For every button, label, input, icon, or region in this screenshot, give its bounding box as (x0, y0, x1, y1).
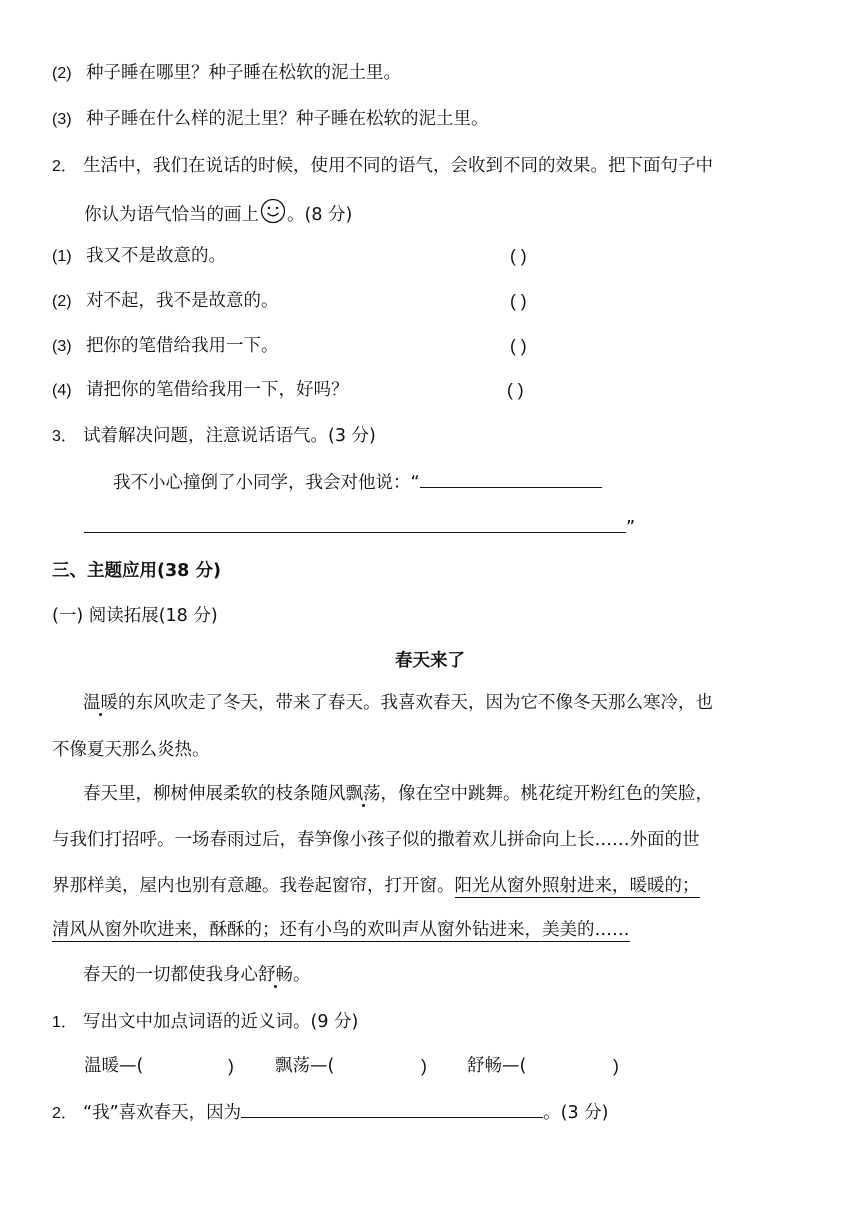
passage-p2-line1 (83, 780, 713, 808)
passage-text: 春天的一切都使我身心 (83, 965, 258, 985)
answer-paren[interactable]: ( ) (510, 336, 527, 356)
passage-p1-line2: 不像夏天那么炎热。 (52, 740, 210, 760)
question-3-line2 (84, 512, 635, 542)
passage-text: ，像在空中跳舞。桃花绽开粉红色的笑脸， (380, 784, 713, 804)
exercise-number: 1． (52, 1014, 77, 1031)
synonym-item-3 (467, 1052, 526, 1080)
option-text: 把你的笔借给我用一下。 (86, 336, 279, 356)
passage-p2-line4 (52, 916, 630, 944)
passage-text: 。 (293, 965, 311, 985)
dotted-word: 飘荡 (345, 784, 381, 804)
sub-item-number: (2) (52, 65, 72, 82)
answer-paren[interactable]: ( ) (507, 380, 524, 400)
sub-item-2 (52, 59, 401, 88)
synonym-word: 温暖—( (84, 1056, 144, 1076)
question-text: 生活中，我们在说话的时候，使用不同的语气，会收到不同的效果。把下面句子中 (83, 156, 713, 176)
underlined-sentence: 清风从窗外吹进来，酥酥的；还有小鸟的欢叫声从窗外钻进来，美美的…… (52, 920, 630, 940)
synonym-word: 舒畅—( (467, 1056, 527, 1076)
synonym-item-1 (84, 1052, 143, 1080)
option-row-1 (52, 242, 226, 271)
passage-text: 界那样美，屋内也别有意趣。我卷起窗帘，打开窗。 (52, 876, 455, 896)
exercise-text: “我”喜欢春天，因为 (83, 1103, 242, 1123)
option-text: 对不起，我不是故意的。 (86, 291, 279, 311)
option-number: (4) (52, 382, 72, 399)
question-number: 3． (52, 428, 77, 445)
synonym-word: 飘荡—( (275, 1056, 335, 1076)
option-row-2 (52, 287, 279, 316)
option-row-4 (52, 376, 349, 405)
exercise-number: 2． (52, 1105, 77, 1122)
passage-title: 春天来了 (395, 651, 465, 671)
question-2-line2 (84, 198, 352, 233)
sub-item-number: (3) (52, 111, 72, 128)
exercise-score: 。(3 分) (543, 1103, 609, 1123)
question-3 (52, 422, 376, 451)
close-quote: ” (626, 518, 636, 538)
answer-paren[interactable]: ( ) (510, 246, 527, 266)
answer-paren[interactable]: ( ) (510, 291, 527, 311)
subsection-heading: (一) 阅读拓展(18 分) (52, 606, 218, 626)
sub-item-text: 种子睡在什么样的泥土里？种子睡在松软的泥土里。 (86, 109, 489, 129)
exercise-2 (52, 1097, 609, 1128)
question-text: 试着解决问题，注意说话语气。(3 分) (83, 426, 376, 446)
synonym-close: ) (421, 1056, 427, 1076)
option-row-3 (52, 332, 279, 361)
answer-blank[interactable] (84, 512, 626, 533)
option-text: 请把你的笔借给我用一下，好吗？ (86, 380, 349, 400)
passage-p2-line2: 与我们打招呼。一场春雨过后，春笋像小孩子似的撒着欢儿拼命向上长……外面的世 (52, 830, 700, 850)
sub-item-3 (52, 105, 489, 134)
answer-blank[interactable] (241, 1097, 543, 1118)
smiley-face-icon (260, 198, 286, 233)
prompt-text: 我不小心撞倒了小同学，我会对他说：“ (113, 473, 420, 493)
dotted-word: 舒畅 (258, 965, 293, 985)
passage-p2-line3 (52, 872, 700, 900)
option-number: (1) (52, 248, 72, 265)
option-number: (3) (52, 338, 72, 355)
question-score: 。(8 分) (287, 205, 353, 225)
passage-text: 春天里，柳树伸展柔软的枝条随风 (83, 784, 346, 804)
question-3-prompt (113, 467, 602, 497)
sub-item-text: 种子睡在哪里？种子睡在松软的泥土里。 (86, 63, 401, 83)
question-number: 2． (52, 158, 77, 175)
passage-p1-line1 (83, 689, 713, 717)
option-text: 我又不是故意的。 (86, 246, 226, 266)
exercise-1 (52, 1008, 358, 1037)
synonym-close: ) (613, 1056, 619, 1076)
section-heading: 三、主题应用(38 分) (52, 561, 221, 581)
exercise-text: 写出文中加点词语的近义词。(9 分) (83, 1012, 359, 1032)
passage-text: 的东风吹走了冬天，带来了春天。我喜欢春天，因为它不像冬天那么寒冷，也 (118, 693, 713, 713)
question-2-line1 (52, 152, 713, 181)
synonym-item-2 (275, 1052, 334, 1080)
option-number: (2) (52, 293, 72, 310)
passage-p3 (83, 961, 311, 989)
underlined-sentence: 阳光从窗外照射进来，暖暖的； (454, 876, 700, 896)
answer-blank[interactable] (420, 467, 602, 488)
question-text: 你认为语气恰当的画上 (84, 205, 259, 225)
synonym-close: ) (228, 1056, 234, 1076)
dotted-word: 温暖 (83, 693, 118, 713)
